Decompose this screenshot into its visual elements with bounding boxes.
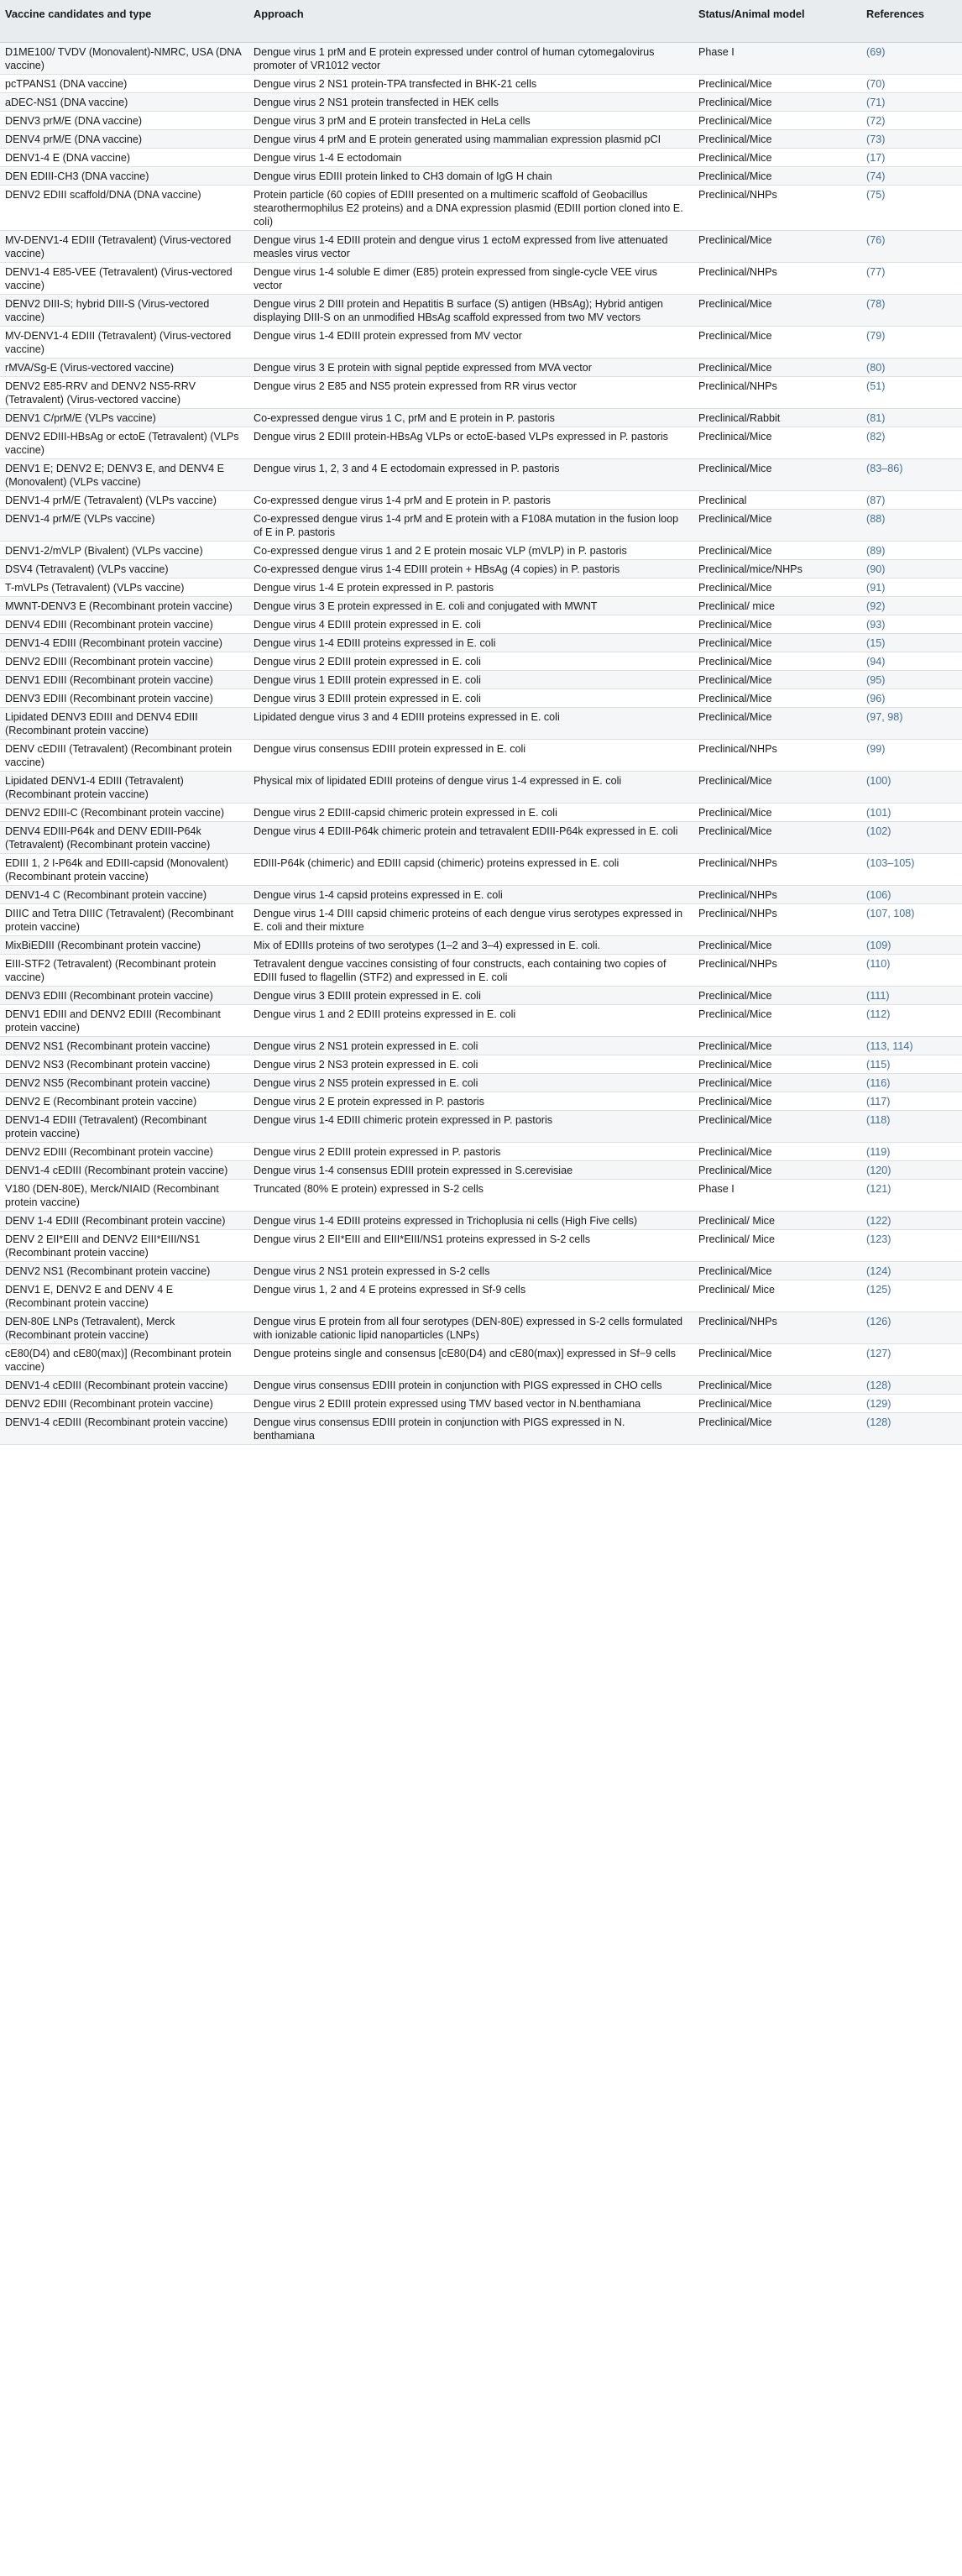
cell-candidate: DENV1-4 C (Recombinant protein vaccine): [0, 885, 248, 903]
cell-status: Preclinical/Mice: [693, 1261, 861, 1280]
cell-references[interactable]: (70): [861, 74, 962, 92]
cell-approach: Dengue virus consensus EDIII protein in conjunction with PIGS expressed in CHO cells: [248, 1375, 693, 1394]
table-row: [0, 1179, 962, 1211]
table-row: [0, 376, 962, 408]
cell-approach: Dengue virus 2 EDIII protein-HBsAg VLPs or ectoE-based VLPs expressed in P. pastoris: [248, 427, 693, 458]
table-row: [0, 1036, 962, 1055]
cell-approach: Dengue virus 1 prM and E protein expressed under control of human cytomegalovirus promoter of VR1012 vector: [248, 42, 693, 74]
cell-status: Preclinical/NHPs: [693, 739, 861, 771]
cell-references[interactable]: (79): [861, 326, 962, 358]
cell-references[interactable]: (129): [861, 1394, 962, 1412]
table-row: [0, 326, 962, 358]
cell-candidate: DENV2 EDIII-HBsAg or ectoE (Tetravalent) (VLPs vaccine): [0, 427, 248, 458]
table-row: [0, 427, 962, 458]
cell-approach: Dengue virus 1 EDIII protein expressed in E. coli: [248, 670, 693, 689]
cell-status: Preclinical/Mice: [693, 615, 861, 633]
table-row: [0, 803, 962, 821]
cell-approach: Dengue virus 3 prM and E protein transfected in HeLa cells: [248, 111, 693, 129]
cell-references[interactable]: (123): [861, 1229, 962, 1261]
cell-status: Preclinical/Mice: [693, 670, 861, 689]
cell-approach: Mix of EDIIIs proteins of two serotypes (1–2 and 3–4) expressed in E. coli.: [248, 935, 693, 954]
cell-approach: Dengue virus 1-4 DIII capsid chimeric proteins of each dengue virus serotypes expressed in E. coli and their mixture: [248, 903, 693, 935]
table-row: [0, 509, 962, 541]
cell-candidate: DENV1-4 cEDIII (Recombinant protein vaccine): [0, 1375, 248, 1394]
cell-approach: Dengue virus 2 NS1 protein transfected in HEK cells: [248, 92, 693, 111]
table-row: [0, 615, 962, 633]
cell-references[interactable]: (113, 114): [861, 1036, 962, 1055]
cell-status: Preclinical/Mice: [693, 1004, 861, 1036]
cell-approach: Co-expressed dengue virus 1-4 EDIII protein + HBsAg (4 copies) in P. pastoris: [248, 559, 693, 578]
cell-approach: Dengue virus 1-4 capsid proteins expressed in E. coli: [248, 885, 693, 903]
cell-candidate: DENV1-4 prM/E (Tetravalent) (VLPs vaccine): [0, 490, 248, 509]
cell-approach: Dengue virus 1-4 EDIII protein expressed from MV vector: [248, 326, 693, 358]
cell-approach: Dengue virus 2 E protein expressed in P. pastoris: [248, 1092, 693, 1110]
table-row: [0, 1004, 962, 1036]
cell-approach: Dengue virus 4 EDIII protein expressed in E. coli: [248, 615, 693, 633]
cell-status: Preclinical/Mice: [693, 541, 861, 559]
cell-candidate: EDIII 1, 2 I-P64k and EDIII-capsid (Monovalent) (Recombinant protein vaccine): [0, 853, 248, 885]
cell-approach: Dengue virus 1, 2, 3 and 4 E ectodomain expressed in P. pastoris: [248, 458, 693, 490]
cell-approach: Dengue virus consensus EDIII protein in conjunction with PIGS expressed in N. benthamiana: [248, 1412, 693, 1444]
cell-status: Preclinical/mice/NHPs: [693, 559, 861, 578]
cell-references[interactable]: (109): [861, 935, 962, 954]
cell-approach: Truncated (80% E protein) expressed in S-2 cells: [248, 1179, 693, 1211]
cell-approach: Dengue virus 1, 2 and 4 E proteins expressed in Sf-9 cells: [248, 1280, 693, 1312]
cell-references[interactable]: (112): [861, 1004, 962, 1036]
cell-status: Preclinical/ Mice: [693, 1280, 861, 1312]
cell-approach: Dengue virus 4 prM and E protein generated using mammalian expression plasmid pCI: [248, 129, 693, 148]
cell-approach: Tetravalent dengue vaccines consisting of four constructs, each containing two copies of EDIII fused to flagellin (STF2) and expressed in E. coli: [248, 954, 693, 986]
table-row: [0, 1142, 962, 1160]
cell-references[interactable]: (76): [861, 230, 962, 262]
cell-references[interactable]: (74): [861, 166, 962, 185]
cell-candidate: DENV1-4 cEDIII (Recombinant protein vaccine): [0, 1160, 248, 1179]
cell-status: Preclinical/Mice: [693, 230, 861, 262]
cell-candidate: DENV1-4 E85-VEE (Tetravalent) (Virus-vectored vaccine): [0, 262, 248, 294]
cell-references[interactable]: (128): [861, 1375, 962, 1394]
table-row: [0, 1110, 962, 1142]
cell-candidate: EIII-STF2 (Tetravalent) (Recombinant protein vaccine): [0, 954, 248, 986]
table-row: [0, 559, 962, 578]
cell-approach: Dengue virus 1-4 EDIII proteins expressed in Trichoplusia ni cells (High Five cells): [248, 1211, 693, 1229]
cell-status: Preclinical/ mice: [693, 596, 861, 615]
cell-candidate: DSV4 (Tetravalent) (VLPs vaccine): [0, 559, 248, 578]
cell-approach: Dengue virus 2 NS1 protein-TPA transfected in BHK-21 cells: [248, 74, 693, 92]
cell-status: Preclinical/ Mice: [693, 1229, 861, 1261]
table-header: [0, 0, 962, 42]
cell-status: Preclinical/Mice: [693, 1110, 861, 1142]
cell-candidate: DENV1 E, DENV2 E and DENV 4 E (Recombinant protein vaccine): [0, 1280, 248, 1312]
cell-status: Phase I: [693, 1179, 861, 1211]
cell-approach: Co-expressed dengue virus 1-4 prM and E protein with a F108A mutation in the fusion loop of E in P. pastoris: [248, 509, 693, 541]
table-body: [0, 42, 962, 1444]
cell-status: Preclinical/Mice: [693, 689, 861, 707]
cell-candidate: DENV4 prM/E (DNA vaccine): [0, 129, 248, 148]
cell-references[interactable]: (71): [861, 92, 962, 111]
cell-candidate: Lipidated DENV1-4 EDIII (Tetravalent) (Recombinant protein vaccine): [0, 771, 248, 803]
table-row: [0, 1055, 962, 1073]
cell-candidate: D1ME100/ TVDV (Monovalent)-NMRC, USA (DNA vaccine): [0, 42, 248, 74]
table-row: [0, 458, 962, 490]
cell-candidate: DENV2 EDIII-C (Recombinant protein vaccine): [0, 803, 248, 821]
cell-references[interactable]: (87): [861, 490, 962, 509]
cell-candidate: DENV2 E (Recombinant protein vaccine): [0, 1092, 248, 1110]
cell-status: Preclinical/NHPs: [693, 853, 861, 885]
cell-approach: Dengue virus 1-4 EDIII protein and dengue virus 1 ectoM expressed from live attenuated measles virus vector: [248, 230, 693, 262]
cell-status: Preclinical/Rabbit: [693, 408, 861, 427]
cell-approach: Dengue virus 3 E protein with signal peptide expressed from MVA vector: [248, 358, 693, 376]
cell-approach: Dengue virus 2 EDIII protein expressed in E. coli: [248, 652, 693, 670]
table-row: [0, 230, 962, 262]
cell-candidate: Lipidated DENV3 EDIII and DENV4 EDIII (Recombinant protein vaccine): [0, 707, 248, 739]
cell-status: Preclinical/Mice: [693, 427, 861, 458]
cell-status: Preclinical/Mice: [693, 821, 861, 853]
cell-references[interactable]: (83–86): [861, 458, 962, 490]
cell-references[interactable]: (82): [861, 427, 962, 458]
table-row: [0, 578, 962, 596]
cell-status: Preclinical/Mice: [693, 74, 861, 92]
table-row: [0, 903, 962, 935]
cell-approach: Dengue virus EDIII protein linked to CH3 domain of IgG H chain: [248, 166, 693, 185]
column-header-references: References: [861, 0, 962, 42]
cell-status: Preclinical: [693, 490, 861, 509]
cell-references[interactable]: (110): [861, 954, 962, 986]
cell-status: Preclinical/Mice: [693, 1343, 861, 1375]
table-row: [0, 541, 962, 559]
cell-references[interactable]: (102): [861, 821, 962, 853]
cell-status: Preclinical/Mice: [693, 633, 861, 652]
cell-candidate: DENV1-2/mVLP (Bivalent) (VLPs vaccine): [0, 541, 248, 559]
table-row: [0, 935, 962, 954]
cell-approach: Dengue virus 2 NS5 protein expressed in E. coli: [248, 1073, 693, 1092]
table-row: [0, 1261, 962, 1280]
cell-approach: Dengue virus 2 EDIII protein expressed in P. pastoris: [248, 1142, 693, 1160]
table-row: [0, 358, 962, 376]
table-row: [0, 1312, 962, 1343]
cell-candidate: DEN-80E LNPs (Tetravalent), Merck (Recombinant protein vaccine): [0, 1312, 248, 1343]
cell-candidate: DENV4 EDIII-P64k and DENV EDIII-P64k (Tetravalent) (Recombinant protein vaccine): [0, 821, 248, 853]
cell-candidate: DENV1-4 cEDIII (Recombinant protein vaccine): [0, 1412, 248, 1444]
cell-status: Preclinical/Mice: [693, 1412, 861, 1444]
table-row: [0, 111, 962, 129]
cell-status: Preclinical/Mice: [693, 166, 861, 185]
cell-status: Preclinical/Mice: [693, 358, 861, 376]
cell-status: Preclinical/Mice: [693, 1142, 861, 1160]
table-row: [0, 596, 962, 615]
cell-references[interactable]: (77): [861, 262, 962, 294]
cell-approach: Dengue virus 2 E85 and NS5 protein expressed from RR virus vector: [248, 376, 693, 408]
cell-status: Preclinical/NHPs: [693, 903, 861, 935]
cell-references[interactable]: (124): [861, 1261, 962, 1280]
cell-candidate: DENV1-4 E (DNA vaccine): [0, 148, 248, 166]
cell-candidate: DEN EDIII-CH3 (DNA vaccine): [0, 166, 248, 185]
table-row: [0, 1375, 962, 1394]
cell-status: Preclinical/Mice: [693, 129, 861, 148]
cell-references[interactable]: (69): [861, 42, 962, 74]
cell-status: Preclinical/Mice: [693, 1160, 861, 1179]
cell-status: Preclinical/Mice: [693, 1055, 861, 1073]
table-row: [0, 408, 962, 427]
cell-references[interactable]: (126): [861, 1312, 962, 1343]
cell-status: Preclinical/Mice: [693, 1073, 861, 1092]
table-row: [0, 885, 962, 903]
cell-status: Phase I: [693, 42, 861, 74]
cell-approach: Dengue virus 2 DIII protein and Hepatitis B surface (S) antigen (HBsAg); Hybrid antigen displaying DIII-S on an unmodified HBsAg scaffold expressed from two MV vectors: [248, 294, 693, 326]
column-header-status: Status/Animal model: [693, 0, 861, 42]
cell-references[interactable]: (116): [861, 1073, 962, 1092]
cell-references[interactable]: (72): [861, 111, 962, 129]
cell-candidate: DENV3 prM/E (DNA vaccine): [0, 111, 248, 129]
cell-status: Preclinical/Mice: [693, 1394, 861, 1412]
table-row: [0, 986, 962, 1004]
cell-candidate: rMVA/Sg-E (Virus-vectored vaccine): [0, 358, 248, 376]
cell-references[interactable]: (93): [861, 615, 962, 633]
cell-status: Preclinical/Mice: [693, 92, 861, 111]
cell-approach: Dengue virus 1-4 consensus EDIII protein expressed in S.cerevisiae: [248, 1160, 693, 1179]
cell-candidate: MixBiEDIII (Recombinant protein vaccine): [0, 935, 248, 954]
cell-candidate: DENV1-4 EDIII (Recombinant protein vaccine): [0, 633, 248, 652]
cell-references[interactable]: (88): [861, 509, 962, 541]
cell-approach: Dengue virus 4 EDIII-P64k chimeric protein and tetravalent EDIII-P64k expressed in E. coli: [248, 821, 693, 853]
cell-references[interactable]: (89): [861, 541, 962, 559]
cell-status: Preclinical/Mice: [693, 1375, 861, 1394]
cell-status: Preclinical/NHPs: [693, 376, 861, 408]
cell-status: Preclinical/Mice: [693, 652, 861, 670]
cell-references[interactable]: (120): [861, 1160, 962, 1179]
table-row: [0, 148, 962, 166]
cell-references[interactable]: (127): [861, 1343, 962, 1375]
table-row: [0, 821, 962, 853]
cell-candidate: DENV2 NS1 (Recombinant protein vaccine): [0, 1261, 248, 1280]
cell-candidate: DENV cEDIII (Tetravalent) (Recombinant protein vaccine): [0, 739, 248, 771]
cell-references[interactable]: (117): [861, 1092, 962, 1110]
cell-references[interactable]: (128): [861, 1412, 962, 1444]
cell-references[interactable]: (94): [861, 652, 962, 670]
cell-approach: Dengue virus 1-4 EDIII chimeric protein expressed in P. pastoris: [248, 1110, 693, 1142]
cell-approach: Co-expressed dengue virus 1 C, prM and E protein in P. pastoris: [248, 408, 693, 427]
cell-approach: Protein particle (60 copies of EDIII presented on a multimeric scaffold of Geobacillus stearothermophilus E2 proteins) and a DNA expression plasmid (EDIII portion cloned into E. coli): [248, 185, 693, 230]
cell-candidate: DENV3 EDIII (Recombinant protein vaccine): [0, 689, 248, 707]
cell-candidate: MWNT-DENV3 E (Recombinant protein vaccine): [0, 596, 248, 615]
table-row: [0, 1394, 962, 1412]
cell-candidate: DENV2 NS5 (Recombinant protein vaccine): [0, 1073, 248, 1092]
cell-status: Preclinical/Mice: [693, 986, 861, 1004]
cell-approach: Dengue virus 2 NS3 protein expressed in E. coli: [248, 1055, 693, 1073]
cell-candidate: DENV2 DIII-S; hybrid DIII-S (Virus-vectored vaccine): [0, 294, 248, 326]
cell-references[interactable]: (122): [861, 1211, 962, 1229]
column-header-candidate: Vaccine candidates and type: [0, 0, 248, 42]
cell-status: Preclinical/NHPs: [693, 262, 861, 294]
cell-references[interactable]: (121): [861, 1179, 962, 1211]
cell-candidate: pcTPANS1 (DNA vaccine): [0, 74, 248, 92]
cell-status: Preclinical/Mice: [693, 294, 861, 326]
cell-status: Preclinical/NHPs: [693, 885, 861, 903]
cell-candidate: DENV2 EDIII (Recombinant protein vaccine): [0, 1142, 248, 1160]
cell-references[interactable]: (96): [861, 689, 962, 707]
cell-candidate: T-mVLPs (Tetravalent) (VLPs vaccine): [0, 578, 248, 596]
cell-approach: Dengue virus 1 and 2 EDIII proteins expressed in E. coli: [248, 1004, 693, 1036]
cell-references[interactable]: (80): [861, 358, 962, 376]
cell-status: Preclinical/Mice: [693, 803, 861, 821]
table-row: [0, 1229, 962, 1261]
cell-status: Preclinical/Mice: [693, 326, 861, 358]
cell-references[interactable]: (51): [861, 376, 962, 408]
cell-references[interactable]: (101): [861, 803, 962, 821]
cell-approach: Dengue virus E protein from all four serotypes (DEN-80E) expressed in S-2 cells formulated with ionizable cationic lipid nanoparticles (LNPs): [248, 1312, 693, 1343]
table-row: [0, 689, 962, 707]
cell-approach: Dengue virus 2 EDIII-capsid chimeric protein expressed in E. coli: [248, 803, 693, 821]
cell-status: Preclinical/Mice: [693, 148, 861, 166]
cell-status: Preclinical/Mice: [693, 458, 861, 490]
cell-candidate: DENV1-4 prM/E (VLPs vaccine): [0, 509, 248, 541]
cell-approach: Dengue virus 1-4 soluble E dimer (E85) protein expressed from single-cycle VEE virus vector: [248, 262, 693, 294]
cell-candidate: DENV 2 EII*EIII and DENV2 EIII*EIII/NS1 (Recombinant protein vaccine): [0, 1229, 248, 1261]
table-row: [0, 739, 962, 771]
cell-candidate: DENV2 E85-RRV and DENV2 NS5-RRV (Tetravalent) (Virus-vectored vaccine): [0, 376, 248, 408]
cell-approach: Dengue virus 1-4 E ectodomain: [248, 148, 693, 166]
cell-approach: Dengue virus consensus EDIII protein expressed in E. coli: [248, 739, 693, 771]
cell-candidate: DENV2 EDIII (Recombinant protein vaccine): [0, 652, 248, 670]
cell-candidate: DENV4 EDIII (Recombinant protein vaccine): [0, 615, 248, 633]
cell-references[interactable]: (15): [861, 633, 962, 652]
cell-approach: Dengue virus 2 EDIII protein expressed using TMV based vector in N.benthamiana: [248, 1394, 693, 1412]
cell-candidate: DENV3 EDIII (Recombinant protein vaccine): [0, 986, 248, 1004]
table-row: [0, 166, 962, 185]
cell-references[interactable]: (92): [861, 596, 962, 615]
table-row: [0, 954, 962, 986]
cell-candidate: DENV1 EDIII (Recombinant protein vaccine): [0, 670, 248, 689]
cell-references[interactable]: (73): [861, 129, 962, 148]
cell-references[interactable]: (100): [861, 771, 962, 803]
table-row: [0, 1160, 962, 1179]
cell-status: Preclinical/Mice: [693, 578, 861, 596]
cell-candidate: V180 (DEN-80E), Merck/NIAID (Recombinant protein vaccine): [0, 1179, 248, 1211]
table-row: [0, 853, 962, 885]
table-row: [0, 92, 962, 111]
table-row: [0, 633, 962, 652]
cell-status: Preclinical/Mice: [693, 707, 861, 739]
table-row: [0, 262, 962, 294]
cell-status: Preclinical/NHPs: [693, 954, 861, 986]
table-row: [0, 1211, 962, 1229]
cell-approach: Dengue virus 2 NS1 protein expressed in E. coli: [248, 1036, 693, 1055]
cell-references[interactable]: (78): [861, 294, 962, 326]
cell-approach: Dengue proteins single and consensus [cE80(D4) and cE80(max)] expressed in Sf−9 cells: [248, 1343, 693, 1375]
table-row: [0, 1092, 962, 1110]
cell-approach: Dengue virus 3 EDIII protein expressed in E. coli: [248, 689, 693, 707]
cell-candidate: DENV1-4 EDIII (Tetravalent) (Recombinant protein vaccine): [0, 1110, 248, 1142]
table-row: [0, 185, 962, 230]
cell-approach: Lipidated dengue virus 3 and 4 EDIII proteins expressed in E. coli: [248, 707, 693, 739]
cell-references[interactable]: (17): [861, 148, 962, 166]
column-header-approach: Approach: [248, 0, 693, 42]
cell-candidate: MV-DENV1-4 EDIII (Tetravalent) (Virus-vectored vaccine): [0, 230, 248, 262]
table-row: [0, 74, 962, 92]
cell-approach: Physical mix of lipidated EDIII proteins of dengue virus 1-4 expressed in E. coli: [248, 771, 693, 803]
cell-approach: Co-expressed dengue virus 1-4 prM and E protein in P. pastoris: [248, 490, 693, 509]
cell-candidate: DENV1 EDIII and DENV2 EDIII (Recombinant protein vaccine): [0, 1004, 248, 1036]
cell-status: Preclinical/Mice: [693, 771, 861, 803]
cell-candidate: MV-DENV1-4 EDIII (Tetravalent) (Virus-vectored vaccine): [0, 326, 248, 358]
cell-references[interactable]: (90): [861, 559, 962, 578]
cell-references[interactable]: (125): [861, 1280, 962, 1312]
table-row: [0, 1280, 962, 1312]
table-row: [0, 294, 962, 326]
cell-approach: Dengue virus 1-4 E protein expressed in P. pastoris: [248, 578, 693, 596]
cell-references[interactable]: (97, 98): [861, 707, 962, 739]
cell-references[interactable]: (91): [861, 578, 962, 596]
cell-references[interactable]: (95): [861, 670, 962, 689]
cell-status: Preclinical/NHPs: [693, 185, 861, 230]
cell-approach: Dengue virus 2 NS1 protein expressed in S-2 cells: [248, 1261, 693, 1280]
table-row: [0, 129, 962, 148]
cell-references[interactable]: (119): [861, 1142, 962, 1160]
table-row: [0, 707, 962, 739]
cell-references[interactable]: (118): [861, 1110, 962, 1142]
cell-references[interactable]: (115): [861, 1055, 962, 1073]
table-row: [0, 42, 962, 74]
cell-approach: Dengue virus 2 EII*EIII and EIII*EIII/NS1 proteins expressed in S-2 cells: [248, 1229, 693, 1261]
cell-references[interactable]: (111): [861, 986, 962, 1004]
cell-approach: Co-expressed dengue virus 1 and 2 E protein mosaic VLP (mVLP) in P. pastoris: [248, 541, 693, 559]
table-row: [0, 1073, 962, 1092]
cell-candidate: aDEC-NS1 (DNA vaccine): [0, 92, 248, 111]
table-row: [0, 1343, 962, 1375]
cell-status: Preclinical/Mice: [693, 1036, 861, 1055]
cell-approach: EDIII-P64k (chimeric) and EDIII capsid (chimeric) proteins expressed in E. coli: [248, 853, 693, 885]
table-row: [0, 652, 962, 670]
cell-references[interactable]: (106): [861, 885, 962, 903]
cell-approach: Dengue virus 3 E protein expressed in E. coli and conjugated with MWNT: [248, 596, 693, 615]
cell-references[interactable]: (103–105): [861, 853, 962, 885]
cell-candidate: DIIIC and Tetra DIIIC (Tetravalent) (Recombinant protein vaccine): [0, 903, 248, 935]
cell-references[interactable]: (99): [861, 739, 962, 771]
cell-candidate: DENV1 E; DENV2 E; DENV3 E, and DENV4 E (Monovalent) (VLPs vaccine): [0, 458, 248, 490]
cell-status: Preclinical/Mice: [693, 111, 861, 129]
cell-status: Preclinical/ Mice: [693, 1211, 861, 1229]
cell-candidate: DENV2 EDIII scaffold/DNA (DNA vaccine): [0, 185, 248, 230]
cell-candidate: DENV2 NS1 (Recombinant protein vaccine): [0, 1036, 248, 1055]
cell-approach: Dengue virus 1-4 EDIII proteins expressed in E. coli: [248, 633, 693, 652]
cell-approach: Dengue virus 3 EDIII protein expressed in E. coli: [248, 986, 693, 1004]
cell-references[interactable]: (75): [861, 185, 962, 230]
cell-references[interactable]: (81): [861, 408, 962, 427]
cell-status: Preclinical/Mice: [693, 935, 861, 954]
table-row: [0, 490, 962, 509]
cell-candidate: DENV2 EDIII (Recombinant protein vaccine): [0, 1394, 248, 1412]
cell-candidate: cE80(D4) and cE80(max)] (Recombinant protein vaccine): [0, 1343, 248, 1375]
table-row: [0, 771, 962, 803]
cell-status: Preclinical/Mice: [693, 509, 861, 541]
table-row: [0, 670, 962, 689]
header-row: [0, 0, 962, 42]
cell-candidate: DENV1 C/prM/E (VLPs vaccine): [0, 408, 248, 427]
cell-candidate: DENV 1-4 EDIII (Recombinant protein vaccine): [0, 1211, 248, 1229]
table-row: [0, 1412, 962, 1444]
cell-candidate: DENV2 NS3 (Recombinant protein vaccine): [0, 1055, 248, 1073]
cell-status: Preclinical/Mice: [693, 1092, 861, 1110]
cell-references[interactable]: (107, 108): [861, 903, 962, 935]
cell-status: Preclinical/NHPs: [693, 1312, 861, 1343]
